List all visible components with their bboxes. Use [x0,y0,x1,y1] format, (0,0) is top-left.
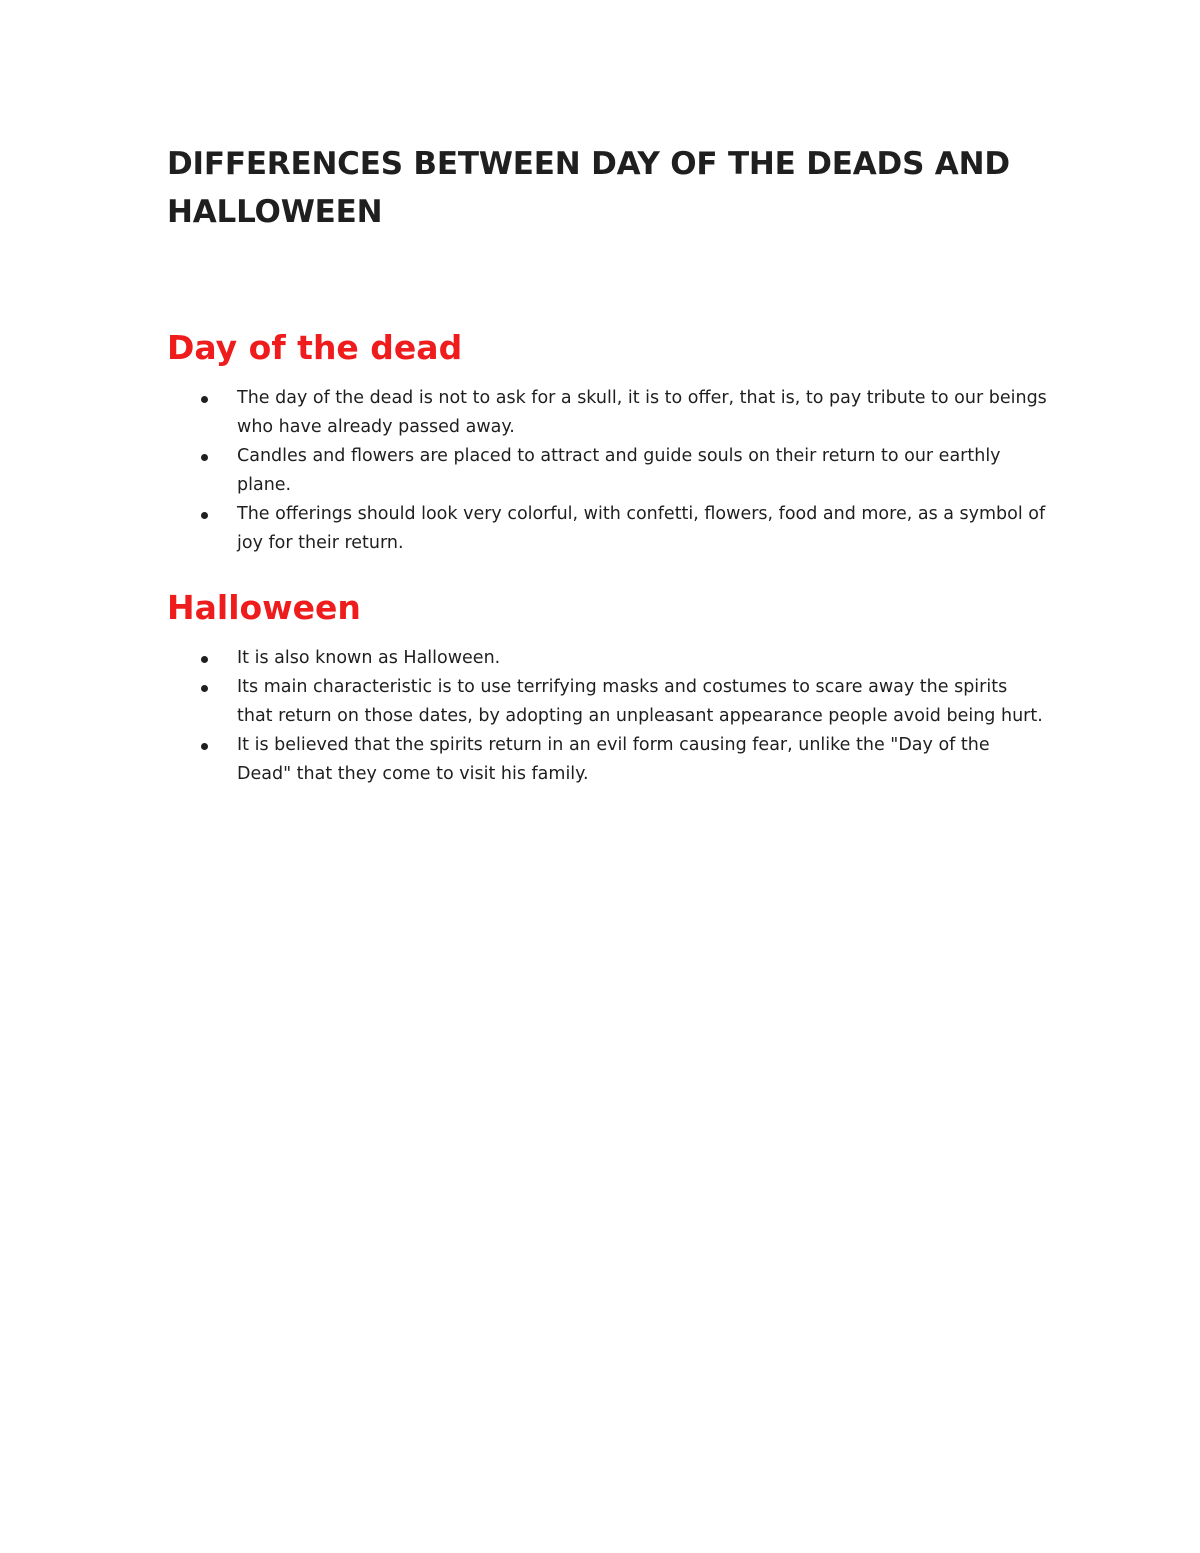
list-item-text: Its main characteristic is to use terrifying masks and costumes to scare away the spirits that return on those dates, by adopting an unpleasant appearance people avoid being hurt. [237,677,1043,726]
document-content [167,140,1047,789]
list-item [167,673,1047,731]
list-item-text: It is believed that the spirits return in an evil form causing fear, unlike the "Day of the Dead" that they come to visit his family. [237,735,990,784]
list-item [167,644,1047,673]
day-of-the-dead-list [167,384,1047,558]
halloween-list [167,644,1047,789]
bullet-icon [201,685,208,692]
section-heading-day-of-the-dead: Day of the dead [167,328,463,367]
document-title: DIFFERENCES BETWEEN DAY OF THE DEADS AND HALLOWEEN [167,146,1010,230]
list-item-text: It is also known as Halloween. [237,648,501,668]
list-item [167,384,1047,442]
list-item-text: The offerings should look very colorful, with confetti, flowers, food and more, as a symbol of joy for their return. [237,504,1046,553]
bullet-icon [201,656,208,663]
list-item [167,442,1047,500]
bullet-icon [201,396,208,403]
bullet-icon [201,454,208,461]
list-item-text: The day of the dead is not to ask for a skull, it is to offer, that is, to pay tribute to our beings who have already passed away. [237,388,1047,437]
bullet-icon [201,512,208,519]
list-item-text: Candles and flowers are placed to attract and guide souls on their return to our earthly plane. [237,446,1001,495]
list-item [167,500,1047,558]
section-heading-halloween: Halloween [167,588,361,627]
bullet-icon [201,743,208,750]
list-item [167,731,1047,789]
